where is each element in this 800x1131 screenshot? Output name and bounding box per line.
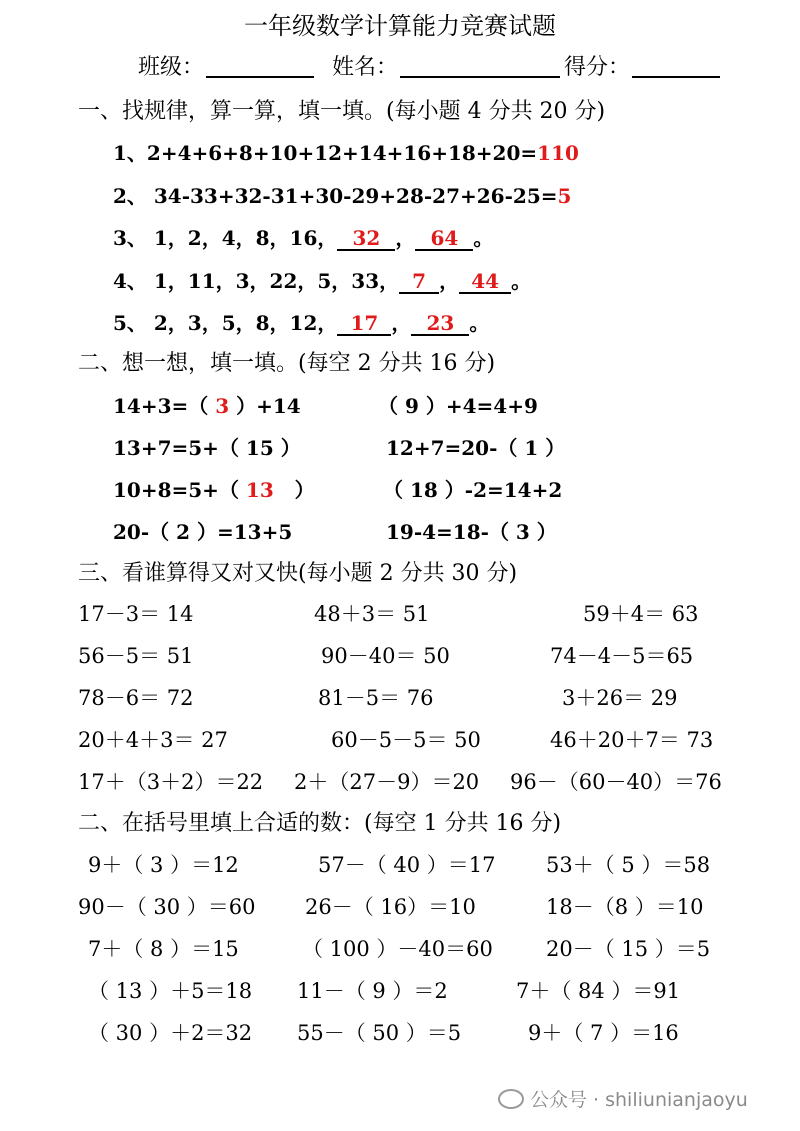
watermark (498, 1085, 748, 1112)
item-text: 14+3=（ (113, 394, 216, 418)
item-text: 13+7=5+（ (113, 436, 246, 460)
name-blank (400, 75, 560, 78)
answer: 3 (215, 394, 230, 418)
section1-item-2 (113, 180, 571, 209)
section1-item-1 (113, 137, 579, 166)
calc-item: 18－（8 ）＝10 (546, 895, 704, 919)
section4-heading: 二、在括号里填上合适的数：(每空 1 分共 16 分) (78, 811, 562, 836)
calc-item: 59＋4＝ 63 (583, 602, 699, 626)
calc-item: 20＋4＋3＝ 27 (78, 728, 228, 752)
calc-item: 9＋（ 3 ）＝12 (88, 853, 239, 877)
answer: 9 (404, 394, 419, 418)
class-blank (206, 75, 314, 78)
answer-blank: 44 (459, 270, 511, 294)
item-text: 10+8=5+（ (113, 478, 246, 502)
calc-item: （ 13 ）＋5＝18 (88, 979, 253, 1003)
calc-item: 57－（ 40 ）＝17 (318, 853, 496, 877)
page-title: 一年级数学计算能力竞赛试题 (244, 12, 556, 40)
item-text: ） (273, 436, 301, 460)
calc-item: 90－40＝ 50 (321, 644, 450, 668)
calc-item: 55－（ 50 ）＝5 (297, 1021, 462, 1045)
watermark-text: 公众号 · shiliunianjaoyu (530, 1089, 748, 1111)
answer: 2 (176, 520, 191, 544)
calc-item: 46＋20＋7＝ 73 (550, 728, 714, 752)
item-text: 5、 2，3，5，8，12， (113, 311, 338, 335)
calc-item: 53＋（ 5 ）＝58 (546, 853, 711, 877)
fill-item (113, 516, 292, 545)
separator: ， (395, 226, 416, 250)
class-label: 班级： (138, 55, 205, 80)
calc-item: （ 30 ）＋2＝32 (88, 1021, 253, 1045)
calc-item: 26－（ 16）＝10 (305, 895, 476, 919)
answer-blank: 32 (337, 227, 395, 251)
end-mark: 。 (473, 226, 494, 250)
fill-item (386, 432, 565, 461)
fill-item (386, 516, 557, 545)
calc-item: 17＋（3＋2）＝22 (78, 770, 264, 794)
answer-blank: 7 (399, 270, 439, 294)
item-text: ）+4=4+9 (418, 394, 538, 418)
end-mark: 。 (511, 269, 532, 293)
end-mark: 。 (469, 311, 490, 335)
item-text: ） (538, 436, 566, 460)
score-label: 得分： (564, 55, 631, 80)
fill-item (113, 474, 315, 503)
answer: 18 (409, 478, 438, 502)
item-text: ）-2=14+2 (437, 478, 563, 502)
item-text: 19-4=18-（ (386, 520, 516, 544)
item-text: 1、2+4+6+8+10+12+14+16+18+20= (113, 141, 538, 165)
item-text: 2、 34-33+32-31+30-29+28-27+26-25= (113, 184, 558, 208)
calc-item: 3＋26＝ 29 (562, 686, 678, 710)
calc-item: 60－5－5＝ 50 (331, 728, 481, 752)
score-blank (632, 75, 720, 78)
answer-blank: 17 (337, 312, 391, 336)
answer: 1 (524, 436, 539, 460)
fill-item (378, 390, 538, 419)
section1-item-3 (113, 222, 493, 251)
separator: ， (391, 311, 412, 335)
calc-item: 20－（ 15 ）＝5 (546, 937, 711, 961)
calc-item: 56－5＝ 51 (78, 644, 194, 668)
answer: 5 (557, 184, 572, 208)
calc-item: 96－（60－40）＝76 (510, 770, 722, 794)
name-field (332, 50, 560, 81)
answer: 110 (537, 141, 579, 165)
calc-item: 7＋（ 8 ）＝15 (88, 937, 239, 961)
fill-item (383, 474, 562, 503)
calc-item: 48＋3＝ 51 (314, 602, 430, 626)
calc-item: 7＋（ 84 ）＝91 (516, 979, 681, 1003)
item-text: 20-（ (113, 520, 177, 544)
section1-heading: 一、找规律，算一算，填一填。(每小题 4 分共 20 分) (78, 99, 606, 124)
item-text: ）+14 (229, 394, 301, 418)
separator: ， (439, 269, 460, 293)
answer: 13 (245, 478, 274, 502)
calc-item: 11－（ 9 ）＝2 (297, 979, 448, 1003)
item-text: 3、 1，2，4，8，16， (113, 226, 338, 250)
score-field (564, 50, 720, 81)
fill-item (113, 390, 301, 419)
class-field (138, 50, 314, 81)
answer: 3 (515, 520, 530, 544)
section3-heading: 三、看谁算得又对又快(每小题 2 分共 30 分) (78, 561, 518, 586)
item-text: ）=13+5 (190, 520, 293, 544)
item-text: ） (529, 520, 557, 544)
answer-blank: 64 (415, 227, 473, 251)
name-label: 姓名： (332, 55, 399, 80)
calc-item: 2＋（27－9）＝20 (294, 770, 480, 794)
fill-item (113, 432, 301, 461)
wechat-icon (498, 1089, 524, 1109)
calc-item: 90－（ 30 ）＝60 (78, 895, 256, 919)
calc-item: （ 100 ）－40＝60 (302, 937, 493, 961)
item-text: 12+7=20-（ (386, 436, 525, 460)
calc-item: 9＋（ 7 ）＝16 (528, 1021, 679, 1045)
section1-item-5 (113, 307, 489, 336)
item-text: 4、 1，11，3，22，5，33， (113, 269, 400, 293)
section2-heading: 二、想一想，填一填。(每空 2 分共 16 分) (78, 351, 496, 376)
calc-item: 17－3＝ 14 (78, 602, 194, 626)
calc-item: 78－6＝ 72 (78, 686, 194, 710)
item-text: （ (378, 394, 405, 418)
calc-item: 74－4－5＝65 (550, 644, 694, 668)
calc-item: 81－5＝ 76 (318, 686, 434, 710)
section1-item-4 (113, 265, 531, 294)
item-text: ） (273, 478, 315, 502)
answer-blank: 23 (411, 312, 469, 336)
answer: 15 (245, 436, 274, 460)
item-text: （ (383, 478, 410, 502)
